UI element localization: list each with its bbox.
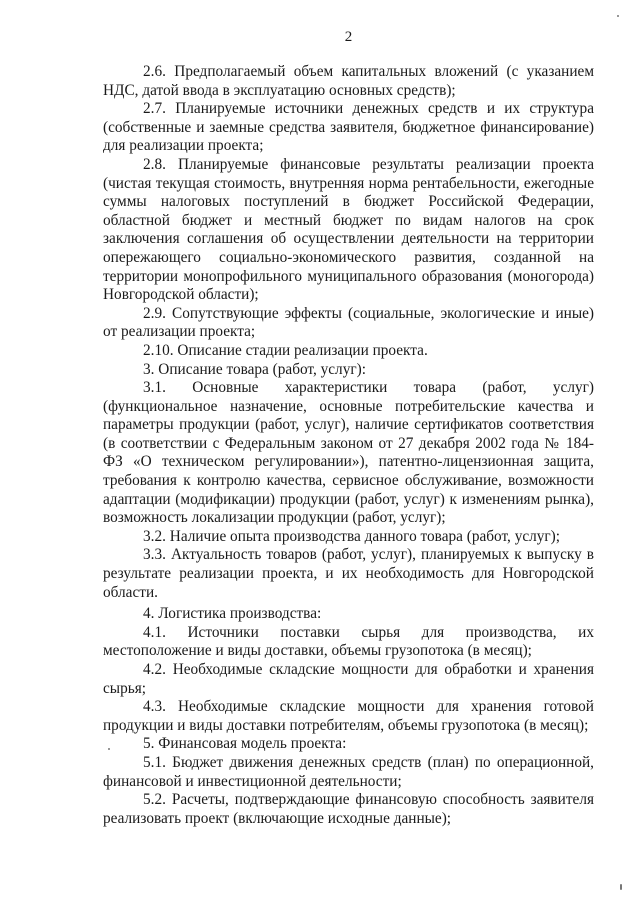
paragraph-2-8: 2.8. Планируемые финансовые результаты реализации проекта (чистая текущая стоимость, внутренняя норма рентабельности, ежегодные суммы налоговых поступлений в бюджет Российской Федерации, областной бюджет и местный бюджет по видам налогов на срок заключения соглашения об осуществлении деятельности на территории опережающего социально-экономического развития, созданной на территории монопрофильного муниципального образования (моногорода) Новгородской области); [103, 155, 594, 304]
paragraph-4-3: 4.3. Необходимые складские мощности для хранения готовой продукции и виды доставки потребителям, объемы грузопотока (в месяц); [103, 698, 594, 734]
paragraph-4-2: 4.2. Необходимые складские мощности для обработки и хранения сырья; [103, 661, 594, 697]
paragraph-5-1: 5.1. Бюджет движения денежных средств (план) по операционной, финансовой и инвестиционной деятельности; [103, 753, 594, 790]
scan-speck [617, 15, 619, 17]
document-body [103, 63, 594, 828]
paragraph-5: 5. Финансовая модель проекта: [143, 735, 347, 753]
paragraph-2-6: 2.6. Предполагаемый объем капитальных вложений (с указанием НДС, датой ввода в эксплуатацию основных средств); [103, 63, 594, 99]
paragraph-2-7: 2.7. Планируемые источники денежных средств и их структура (собственные и заемные средства заявителя, бюджетное финансирование) для реализации проекта; [103, 100, 594, 155]
paragraph-4-1: 4.1. Источники поставки сырья для производства, их местоположение и виды доставки, объемы грузопотока (в месяц); [103, 623, 594, 660]
paragraph-3-2: 3.2. Наличие опыта производства данного товара (работ, услуг); [143, 527, 561, 545]
paragraph-2-9: 2.9. Сопутствующие эффекты (социальные, экологические и иные) от реализации проекта; [103, 304, 594, 341]
paragraph-3-3: 3.3. Актуальность товаров (работ, услуг), планируемых к выпуску в результате реализации проекта, и их необходимость для Новгородской области. [103, 546, 594, 601]
paragraph-3-1: 3.1. Основные характеристики товара (работ, услуг) (функциональное назначение, основные потребительские качества и параметры продукции (работ, услуг), наличие сертификатов соответствия (в соответствии с Федеральным законом от 27 декабря 2002 года № 184-ФЗ «О техническом регулировании»), патентно-лицензионная защита, требования к контролю качества, сервисное обслуживание, возможности адаптации (модификации) продукции (работ, услуг) к изменениям рынка), возможность локализации продукции (работ, услуг); [103, 379, 594, 527]
paragraph-4: 4. Логистика производства: [143, 605, 322, 623]
paragraph-3: 3. Описание товара (работ, услуг): [143, 360, 366, 378]
paragraph-2-10: 2.10. Описание стадии реализации проекта. [143, 341, 428, 359]
scan-speck [620, 884, 622, 890]
scan-speck [108, 748, 110, 750]
page-number: 2 [344, 29, 353, 45]
paragraph-5-2: 5.2. Расчеты, подтверждающие финансовую способность заявителя реализовать проект (включающие исходные данные); [103, 791, 594, 827]
